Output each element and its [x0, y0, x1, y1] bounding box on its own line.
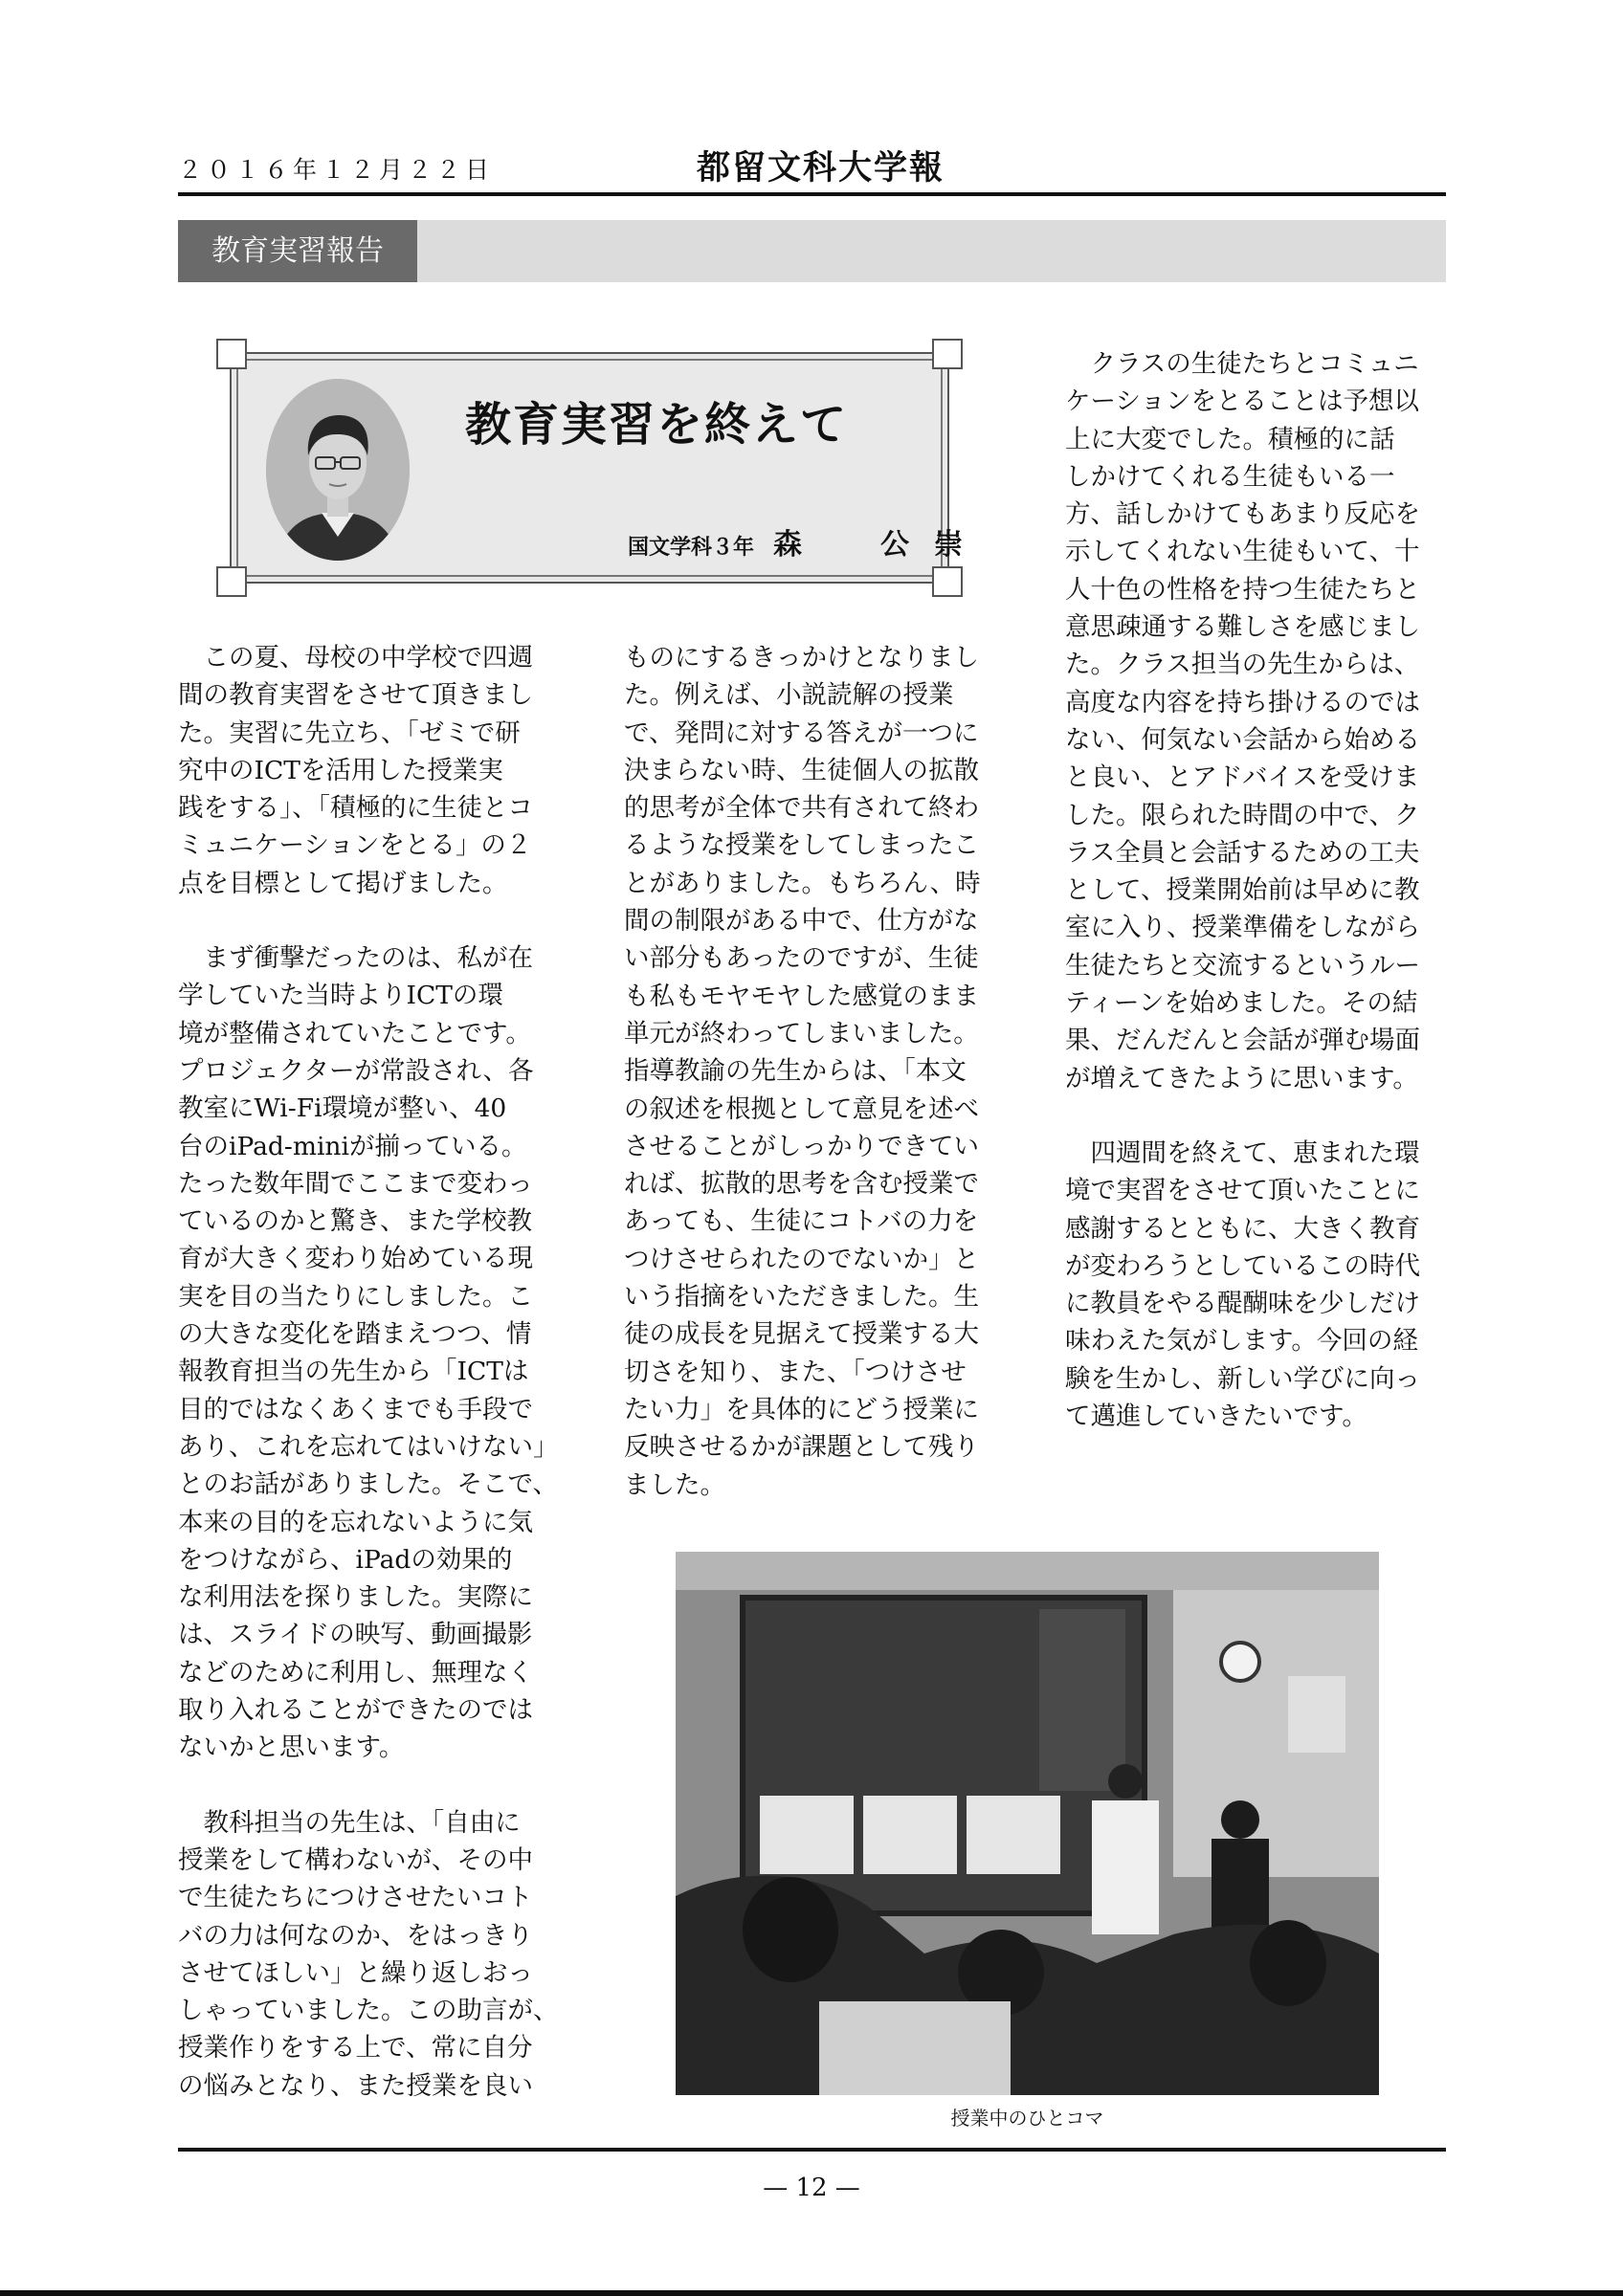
body-text-line: も私もモヤモヤした感覚のまま: [624, 981, 979, 1011]
body-text-line: しかけてくれる生徒もいる一: [1065, 461, 1395, 492]
body-text-line: この夏、母校の中学校で四週: [203, 643, 533, 673]
body-text-line: 間の教育実習をさせて頂きまし: [178, 680, 533, 711]
body-text-line: 上に大変でした。積極的に話: [1065, 424, 1395, 454]
body-text-line: 反映させるかが課題として残り: [624, 1432, 979, 1463]
body-text-line: 教科担当の先生は、「自由に: [203, 1807, 521, 1838]
body-text-line: で、発問に対する答えが一つに: [624, 718, 979, 748]
header-rule: [178, 192, 1446, 196]
body-text-line: として、授業開始前は早めに教: [1065, 875, 1420, 906]
body-text-line: ケーションをとることは予想以: [1065, 386, 1419, 417]
body-text-line: 本来の目的を忘れないように気: [178, 1507, 533, 1537]
body-text-line: 境が整備されていたことです。: [178, 1018, 531, 1049]
body-column-3: [1065, 345, 1448, 1435]
body-text-line: 示してくれない生徒もいて、十: [1065, 537, 1420, 567]
author-affiliation: 国文学科３年: [628, 536, 755, 560]
photo-caption: 授業中のひとコマ: [950, 2107, 1104, 2130]
body-text-line: ない、何気ない会話から始める: [1065, 724, 1420, 755]
body-text-line: 四週間を終えて、恵まれた環: [1090, 1137, 1420, 1168]
body-text-line: 人十色の性格を持つ生徒たちと: [1065, 574, 1420, 605]
body-text-line: 切さを知り、また、「つけさせ: [624, 1357, 967, 1387]
article-title: 教育実習を終えて: [465, 398, 849, 452]
body-text-line: 育が大きく変わり始めている現: [178, 1244, 533, 1274]
body-text-line: 報教育担当の先生から「ICTは: [178, 1357, 529, 1387]
body-text-line: などのために利用し、無理なく: [178, 1657, 533, 1688]
body-text-line: た。クラス担当の先生からは、: [1065, 650, 1420, 680]
section-label: 教育実習報告: [178, 220, 417, 282]
body-text-line: な利用法を探りました。実際に: [178, 1582, 533, 1613]
body-text-line: 点を目標として掲げました。: [178, 868, 508, 898]
body-text-line: ミュニケーションをとる」の２: [178, 830, 532, 861]
body-text-line: が変わろうとしているこの時代: [1065, 1250, 1420, 1281]
body-text-line: い部分もあったのですが、生徒: [624, 943, 979, 974]
body-text-line: 決まらない時、生徒個人の拡散: [624, 755, 979, 785]
body-text-line: 境で実習をさせて頂いたことに: [1065, 1176, 1420, 1206]
classroom-photo-illustration: [676, 1552, 1379, 2095]
body-text-line: 室に入り、授業準備をしながら: [1065, 913, 1420, 943]
page-number: — 12 —: [763, 2174, 860, 2202]
body-text-line: 味わえた気がします。今回の経: [1065, 1326, 1418, 1357]
author-portrait: [266, 379, 410, 561]
body-text-line: たい力」を具体的にどう授業に: [624, 1394, 979, 1424]
body-text-line: つけさせられたのでないか」と: [624, 1244, 979, 1274]
body-text-line: 意思疎通する難しさを感じまし: [1065, 612, 1420, 643]
body-text-line: とのお話がありました。そこで、: [178, 1469, 558, 1500]
body-text-line: で生徒たちにつけさせたいコト: [178, 1883, 533, 1913]
body-text-line: プロジェクターが常設され、各: [178, 1055, 534, 1086]
body-text-line: 間の制限がある中で、仕方がな: [624, 906, 979, 937]
body-text-line: が増えてきたように思います。: [1065, 1063, 1418, 1093]
body-text-line: と良い、とアドバイスを受けま: [1065, 762, 1420, 793]
body-text-line: ティーンを始めました。その結: [1065, 988, 1418, 1019]
body-text-line: の悩みとなり、また授業を良い: [178, 2070, 533, 2101]
author-name: 森 公崇: [773, 528, 989, 562]
body-text-line: ものにするきっかけとなりまし: [624, 643, 979, 673]
body-text-line: いう指摘をいただきました。生: [624, 1282, 979, 1313]
body-text-line: ないかと思います。: [178, 1733, 405, 1763]
footer-rule: [178, 2148, 1446, 2152]
body-text-line: の叙述を根拠として意見を述べ: [624, 1093, 979, 1124]
publication-title: 都留文科大学報: [697, 148, 945, 188]
body-text-line: をつけながら、iPadの効果的: [178, 1544, 513, 1575]
body-text-line: 践をする」、「積極的に生徒とコ: [178, 793, 533, 824]
body-text-line: ました。: [624, 1469, 725, 1500]
frame-corner-ornament: [216, 566, 247, 597]
body-text-line: の大きな変化を踏まえつつ、情: [178, 1319, 532, 1350]
body-text-line: は、スライドの映写、動画撮影: [178, 1620, 533, 1650]
body-text-line: れば、拡散的思考を含む授業で: [624, 1169, 979, 1200]
body-column-2: [624, 639, 1007, 1504]
body-text-line: に教員をやる醍醐味を少しだけ: [1065, 1289, 1420, 1319]
body-text-line: させることがしっかりできてい: [624, 1131, 979, 1161]
paragraph-gap: [178, 1767, 561, 1804]
body-text-line: あり、これを忘れてはいけない」: [178, 1431, 559, 1462]
paragraph-gap: [1065, 1097, 1448, 1135]
body-text-line: て邁進していきたいです。: [1065, 1402, 1367, 1432]
frame-corner-ornament: [216, 339, 247, 369]
body-text-line: ラス全員と会話するための工夫: [1065, 837, 1420, 868]
body-text-line: 授業をして構わないが、その中: [178, 1844, 533, 1875]
body-text-line: とがありました。もちろん、時: [624, 868, 981, 898]
body-text-line: しゃっていました。この助言が、: [178, 1996, 559, 2026]
body-text-line: 感謝するとともに、大きく教育: [1065, 1213, 1420, 1244]
body-text-line: 果、だんだんと会話が弾む場面: [1065, 1026, 1420, 1056]
body-text-line: 単元が終わってしまいました。: [624, 1018, 979, 1049]
body-text-line: 生徒たちと交流するというルー: [1065, 950, 1420, 981]
body-text-line: 授業作りをする上で、常に自分: [178, 2033, 533, 2064]
body-text-line: 目的ではなくあくまでも手段で: [178, 1394, 533, 1424]
frame-corner-ornament: [932, 566, 963, 597]
classroom-photo: [676, 1552, 1379, 2095]
body-text-line: ているのかと驚き、また学校教: [178, 1206, 532, 1237]
body-text-line: 学していた当時よりICTの環: [178, 981, 503, 1011]
body-text-line: 実を目の当たりにしました。こ: [178, 1281, 533, 1312]
issue-date: ２０１６年１２月２２日: [178, 156, 495, 184]
page-bottom-bar: [0, 2290, 1623, 2296]
body-text-line: 指導教諭の先生からは、「本文: [624, 1056, 967, 1087]
body-text-line: 高度な内容を持ち掛けるのでは: [1065, 687, 1420, 718]
body-text-line: 的思考が全体で共有されて終わ: [624, 793, 979, 824]
paragraph-gap: [178, 902, 561, 939]
body-text-line: 徒の成長を見据えて授業する大: [624, 1319, 979, 1350]
body-text-line: 究中のICTを活用した授業実: [178, 755, 503, 785]
body-text-line: 台のiPad-miniが揃っている。: [178, 1131, 527, 1161]
body-text-line: した。限られた時間の中で、ク: [1065, 800, 1420, 830]
body-text-line: させてほしい」と繰り返しおっ: [178, 1957, 533, 1988]
body-text-line: たった数年間でここまで変わっ: [178, 1168, 533, 1199]
body-text-line: クラスの生徒たちとコミュニ: [1090, 349, 1419, 379]
body-text-line: た。例えば、小説読解の授業: [624, 680, 954, 711]
body-column-1: [178, 639, 561, 2105]
body-text-line: まず衝撃だったのは、私が在: [203, 943, 533, 974]
body-text-line: た。実習に先立ち、「ゼミで研: [178, 718, 521, 748]
portrait-illustration: [266, 379, 410, 561]
body-text-line: バの力は何なのか、をはっきり: [178, 1920, 533, 1951]
body-text-line: 験を生かし、新しい学びに向っ: [1065, 1363, 1420, 1394]
body-text-line: 方、話しかけてもあまり反応を: [1065, 499, 1420, 530]
frame-corner-ornament: [932, 339, 963, 369]
body-text-line: あっても、生徒にコトバの力を: [624, 1206, 979, 1237]
body-text-line: 教室にWi-Fi環境が整い、40: [178, 1093, 507, 1124]
body-text-line: るような授業をしてしまったこ: [624, 830, 979, 861]
body-text-line: 取り入れることができたのでは: [178, 1695, 533, 1726]
author-line: [628, 520, 988, 563]
